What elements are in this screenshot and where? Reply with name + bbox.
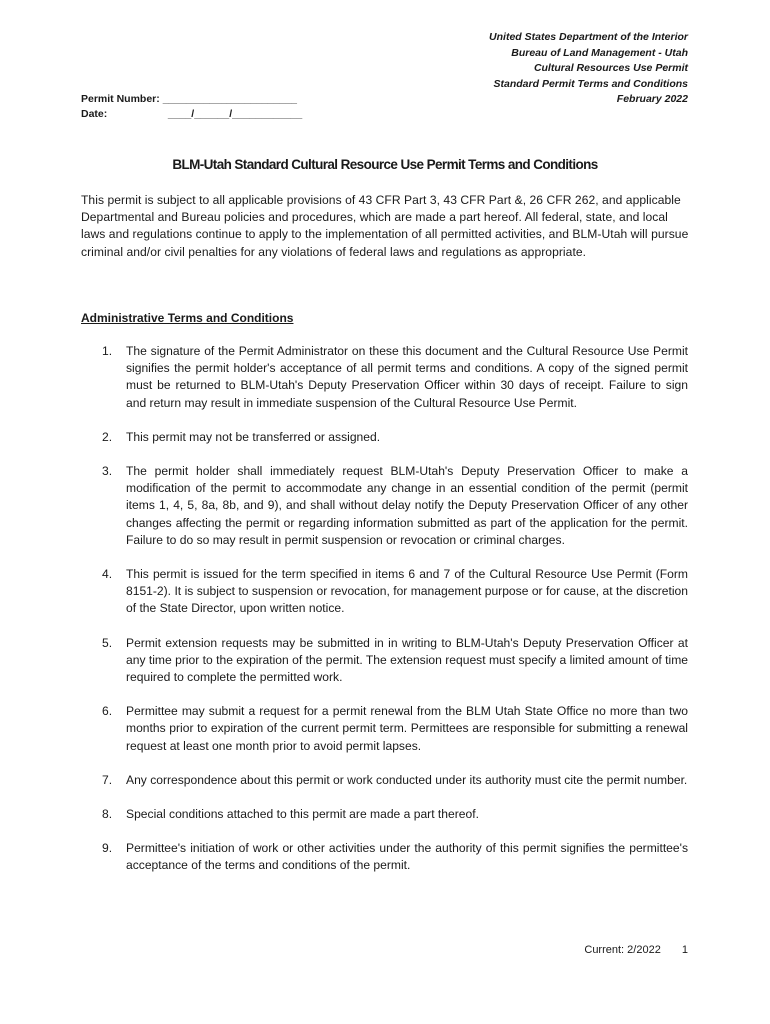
- intro-paragraph: This permit is subject to all applicable provisions of 43 CFR Part 3, 43 CFR Part &, 26 CFR 262, and applicable Departmental and Bureau policies and procedures, which are made a part hereof. All federal, state, and local laws and regulations continue to apply to the implementation of all permitted activities, and BLM-Utah will pursue criminal and/or civil penalties for any violations of federal laws and regulations as appropriate.: [81, 193, 689, 259]
- agency-header: [489, 30, 688, 108]
- list-item-text: The signature of the Permit Administrator on these this document and the Cultural Resource Use Permit signifies the permit holder's acceptance of all permit terms and conditions. A copy of the signed permit must be returned to BLM-Utah's Deputy Preservation Officer within 30 days of receipt. Failure to sign and return may result in immediate suspension of the Cultural Resource Use Permit.: [126, 344, 688, 410]
- list-item-number: 5.: [102, 635, 113, 650]
- list-item-number: 7.: [102, 772, 113, 787]
- list-item-number: 4.: [102, 567, 113, 582]
- list-item-number: 2.: [102, 429, 113, 444]
- permit-number-field: _______________________: [162, 93, 297, 105]
- list-item: [81, 429, 688, 446]
- list-item: [81, 840, 688, 874]
- document-title: BLM-Utah Standard Cultural Resource Use Permit Terms and Conditions: [172, 157, 598, 172]
- date-row: [81, 107, 302, 122]
- page-footer: [584, 944, 688, 956]
- list-item-number: 9.: [102, 841, 113, 856]
- list-item: [81, 703, 688, 755]
- list-item-number: 8.: [102, 807, 113, 822]
- list-item-text: Permittee's initiation of work or other activities under the authority of this permit signifies the permittee's acceptance of the terms and conditions of the permit.: [126, 841, 688, 873]
- permit-meta: [81, 92, 302, 122]
- header-line-department: United States Department of the Interior: [489, 31, 688, 43]
- header-line-bureau: Bureau of Land Management - Utah: [511, 46, 688, 59]
- date-field: ____/______/____________: [167, 108, 303, 120]
- list-item-text: This permit may not be transferred or assigned.: [126, 429, 381, 444]
- list-item: [81, 463, 688, 549]
- terms-list: [81, 343, 688, 892]
- list-item-text: Permit extension requests may be submitted in in writing to BLM-Utah's Deputy Preservation Officer at any time prior to the expiration of the permit. The extension request must specify a limited amount of time required to complete the permitted work.: [126, 635, 688, 685]
- list-item: [81, 806, 688, 823]
- list-item: [81, 566, 688, 618]
- date-label: Date:: [81, 108, 108, 120]
- list-item-text: Permittee may submit a request for a permit renewal from the BLM Utah State Office no more than two months prior to expiration of the current permit term. Permittees are responsible for submitting a renewal request at least one month prior to avoid permit lapses.: [126, 704, 688, 753]
- list-item-number: 6.: [102, 704, 113, 719]
- section-heading-administrative: Administrative Terms and Conditions: [81, 311, 294, 325]
- list-item-text: The permit holder shall immediately request BLM-Utah's Deputy Preservation Officer to make a modification of the permit to accommodate any change in an essential condition of the permit (permit items 1, 4, 5, 8a, 8b, and 9), and shall without delay notify the Deputy Preservation Officer of any other changes affecting the permit or regarding information submitted as part of the application for the permit. Failure to do so may result in permit suspension or revocation or criminal charges.: [126, 464, 688, 547]
- header-line-permit-type: Cultural Resources Use Permit: [533, 62, 688, 75]
- footer-current-date: Current: 2/2022: [584, 944, 661, 956]
- list-item-number: 3.: [102, 464, 113, 479]
- header-line-date: February 2022: [616, 93, 688, 106]
- list-item-text: Any correspondence about this permit or work conducted under its authority must cite the permit number.: [126, 772, 688, 787]
- permit-number-label: Permit Number:: [81, 93, 160, 105]
- list-item: [81, 772, 688, 789]
- header-line-document-type: Standard Permit Terms and Conditions: [493, 77, 688, 90]
- list-item-number: 1.: [102, 344, 113, 358]
- list-item: [81, 343, 688, 412]
- list-item-text: This permit is issued for the term specified in items 6 and 7 of the Cultural Resource Use Permit (Form 8151-2). It is subject to suspension or revocation, for management purpose or for cause, at the discretion of the State Director, upon written notice.: [126, 567, 688, 616]
- page-number: 1: [681, 944, 688, 956]
- list-item: [81, 635, 688, 687]
- permit-number-row: [81, 92, 302, 107]
- list-item-text: Special conditions attached to this permit are made a part thereof.: [126, 807, 479, 822]
